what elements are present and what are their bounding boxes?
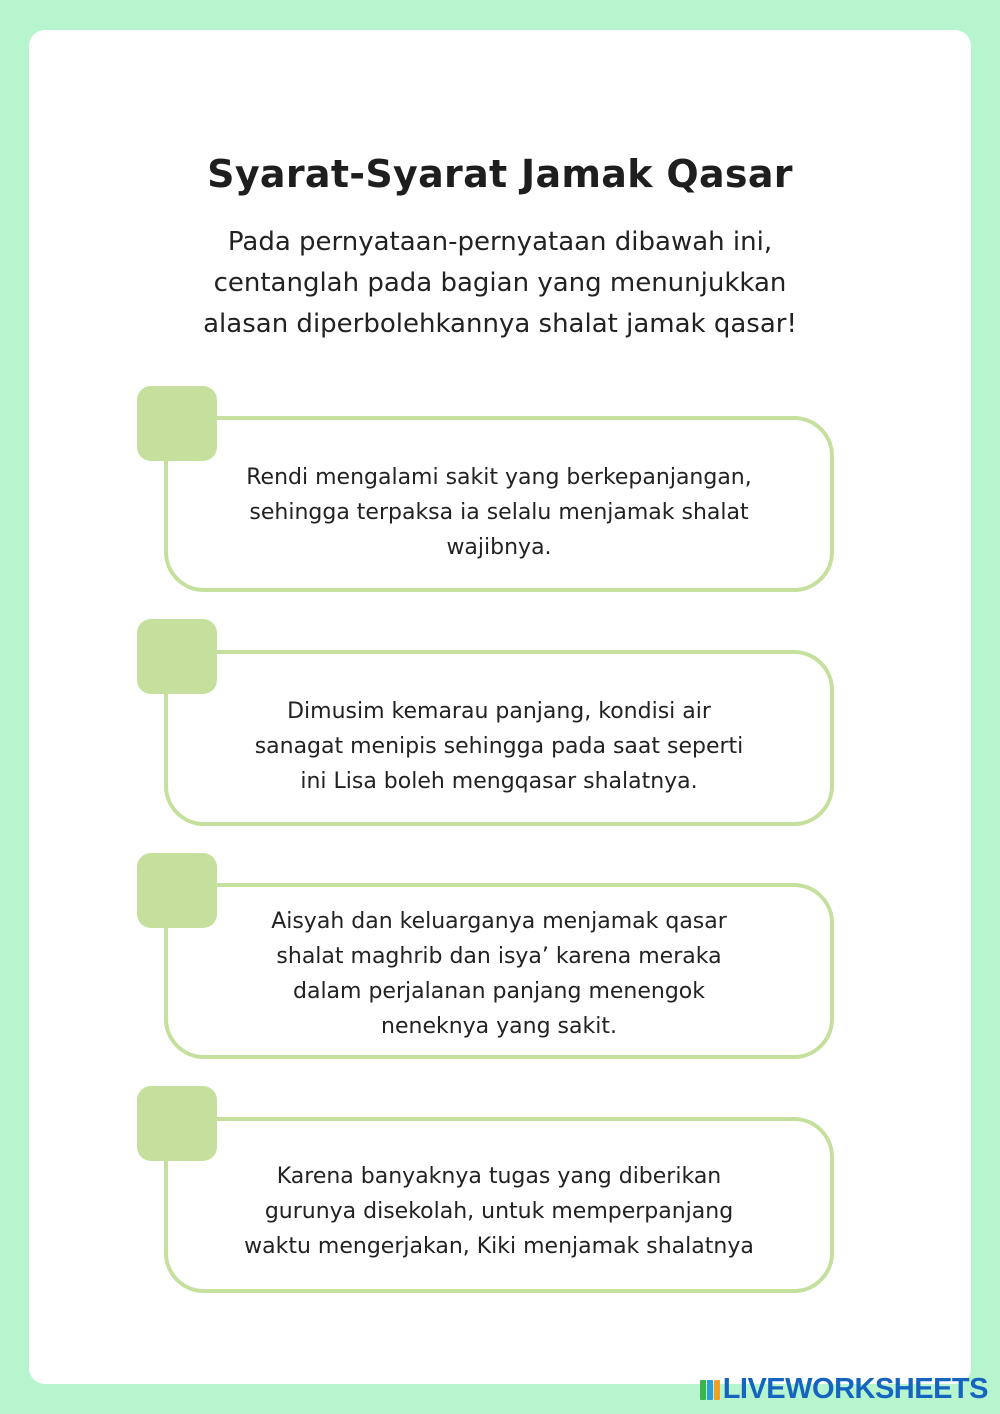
checkbox-statement-1[interactable] (137, 386, 217, 461)
statement-line: neneknya yang sakit. (381, 1014, 617, 1039)
statement-line: ini Lisa boleh mengqasar shalatnya. (300, 769, 698, 794)
statement-card-2 (164, 650, 834, 826)
instructions-line: alasan diperbolehkannya shalat jamak qasar! (203, 309, 797, 339)
statement-line: dalam perjalanan panjang menengok (293, 979, 705, 1004)
statement-line: wajibnya. (446, 535, 552, 560)
statement-line: shalat maghrib dan isya’ karena meraka (276, 944, 722, 969)
checkbox-statement-3[interactable] (137, 853, 217, 928)
statement-text-4 (208, 1159, 790, 1264)
statement-line: Rendi mengalami sakit yang berkepanjangan, (246, 465, 752, 490)
statement-line: waktu mengerjakan, Kiki menjamak shalatnya (244, 1234, 754, 1259)
statement-card-3 (164, 883, 834, 1059)
statement-text-3 (208, 904, 790, 1044)
statement-line: gurunya disekolah, untuk memperpanjang (264, 1199, 734, 1224)
instructions-line: Pada pernyataan-pernyataan dibawah ini, (227, 227, 773, 257)
statement-line: Aisyah dan keluarganya menjamak qasar (271, 909, 727, 934)
statement-card-4 (164, 1117, 834, 1293)
brand-name: LIVEWORKSHEETS (722, 1373, 988, 1405)
statement-line: sanagat menipis sehingga pada saat seperti (254, 734, 744, 759)
statement-line: sehingga terpaksa ia selalu menjamak shalat (249, 500, 749, 525)
instructions (120, 222, 880, 345)
liveworksheets-logo-icon (700, 1380, 720, 1400)
instructions-line: centanglah pada bagian yang menunjukkan (213, 268, 787, 298)
checkbox-statement-4[interactable] (137, 1086, 217, 1161)
statement-text-2 (208, 694, 790, 799)
checkbox-statement-2[interactable] (137, 619, 217, 694)
statement-line: Dimusim kemarau panjang, kondisi air (287, 699, 711, 724)
statement-line: Karena banyaknya tugas yang diberikan (276, 1164, 722, 1189)
statement-text-1 (208, 460, 790, 565)
page-title: Syarat-Syarat Jamak Qasar (207, 152, 793, 196)
statement-card-1 (164, 416, 834, 592)
liveworksheets-brand[interactable] (700, 1373, 988, 1406)
